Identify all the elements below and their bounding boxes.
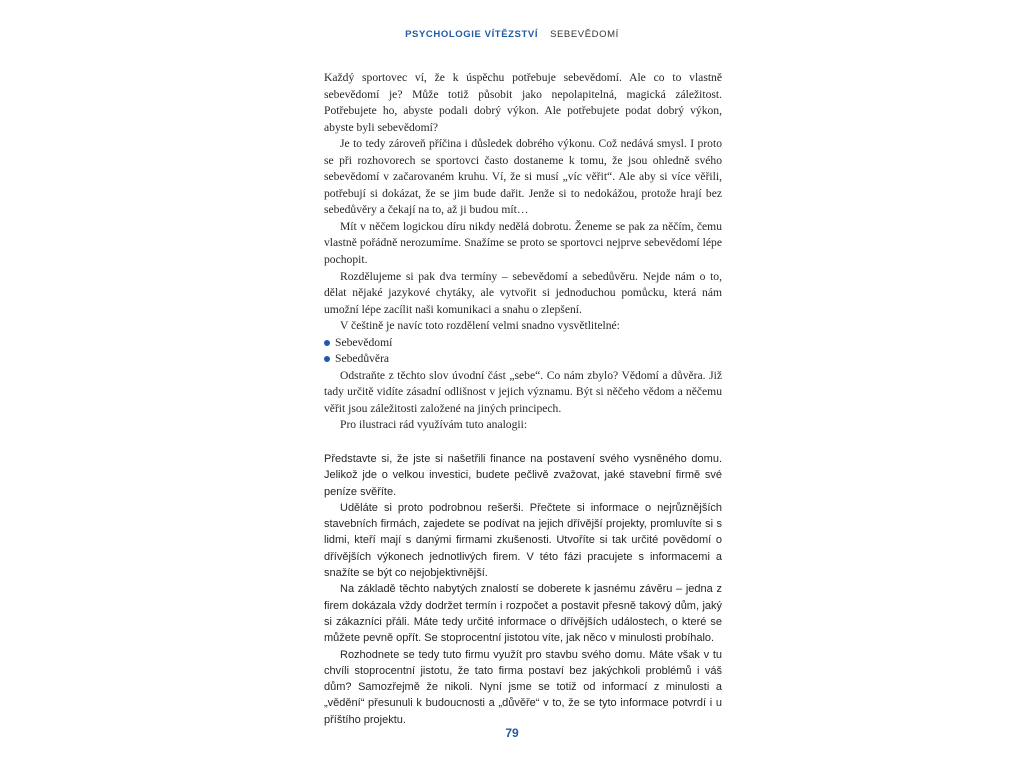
chapter-title: SEBEVĚDOMÍ bbox=[550, 29, 619, 40]
paragraph: Odstraňte z těchto slov úvodní část „sebe“. Co nám zbylo? Vědomí a důvěra. Již tady určitě vidíte zásadní odlišnost v jejich významu. Být si něčeho vědom a něčemu věřit jsou záležitosti založené na jiných principech. bbox=[324, 368, 722, 415]
body-text-serif bbox=[324, 70, 722, 434]
book-title: PSYCHOLOGIE VÍTĚZSTVÍ bbox=[405, 29, 539, 40]
bullet-item: Sebedůvěra bbox=[324, 351, 722, 368]
paragraph: Rozdělujeme si pak dva termíny – sebevědomí a sebedůvěru. Nejde nám o to, dělat nějaké jazykové chytáky, ale vytvořit si jednoduchou pomůcku, která nám umožní lépe zacílit naši komunikaci a snahu o zlepšení. bbox=[324, 269, 722, 316]
paragraph: Uděláte si proto podrobnou rešerši. Přečtete si informace o nejrůznějších stavebních firmách, zajedete se podívat na jejich dřívější projekty, promluvíte si s lidmi, kteří mají s danými firmami zkušenosti. Utvoříte si tak určité povědomí o dřívějších výkonech jednotlivých firem. V této fázi pracujete s informacemi a snažíte se být co nejobjektivnější. bbox=[324, 501, 722, 580]
paragraph: Na základě těchto nabytých znalostí se doberete k jasnému závěru – jedna z firem dokázala vždy dodržet termín i rozpočet a postavit přesně takový dům, jaký si zákazníci přáli. Máte tedy určité informace o dřívějších událostech, o které se můžete pevně opřít. Se stoprocentní jistotou víte, jak něco v minulosti probíhalo. bbox=[324, 583, 722, 645]
paragraph: V češtině je navíc toto rozdělení velmi snadno vysvětlitelné: bbox=[340, 319, 620, 333]
page-number: 79 bbox=[505, 726, 519, 740]
paragraph: Mít v něčem logickou díru nikdy nedělá dobrotu. Ženeme se pak za něčím, čemu vlastně pořádně nerozumíme. Snažíme se proto se sportovci nejprve sebevědomí lépe pochopit. bbox=[324, 219, 722, 267]
bullet-list bbox=[324, 335, 722, 368]
paragraph: Pro ilustraci rád využívám tuto analogii: bbox=[340, 418, 528, 432]
body-text-analogy bbox=[324, 451, 722, 728]
bullet-item: Sebevědomí bbox=[324, 335, 722, 352]
paragraph: Každý sportovec ví, že k úspěchu potřebuje sebevědomí. Ale co to vlastně sebevědomí je? Může totiž působit jako nepolapitelná, magická záležitost. Potřebujete ho, abyste podali dobrý výkon. Ale potřebujete podat dobrý výkon, abyste byli sebevědomí? bbox=[324, 71, 722, 134]
paragraph: Představte si, že jste si našetřili finance na postavení svého vysněného domu. Jelikož jde o velkou investici, budete pečlivě zvažovat, jaké stavební firmě své peníze svěříte. bbox=[324, 453, 722, 498]
paragraph: Je to tedy zároveň příčina i důsledek dobrého výkonu. Což nedává smysl. I proto se při rozhovorech se sportovci často dostaneme k tomu, že jsou ohledně svého sebevědomí v začarovaném kruhu. Ví, že si musí „víc věřit“. Ale aby si více věřili, potřebují si dokázat, že se jim bude dařit. Jenže si to nedokážou, protože hrají bez sebedůvěry a čekají na to, až ji budou mít… bbox=[324, 137, 722, 217]
paragraph: Rozhodnete se tedy tuto firmu využít pro stavbu svého domu. Máte však v tu chvíli stoprocentní jistotu, že tato firma postaví bez jakýchkoli problémů i váš dům? Samozřejmě že nikoli. Nyní jsme se totiž od informací z minulosti a „vědění“ přesunuli k budoucnosti a „důvěře“ v to, že se tyto informace potvrdí i u příštího projektu. bbox=[324, 648, 722, 726]
running-header bbox=[0, 29, 1024, 40]
